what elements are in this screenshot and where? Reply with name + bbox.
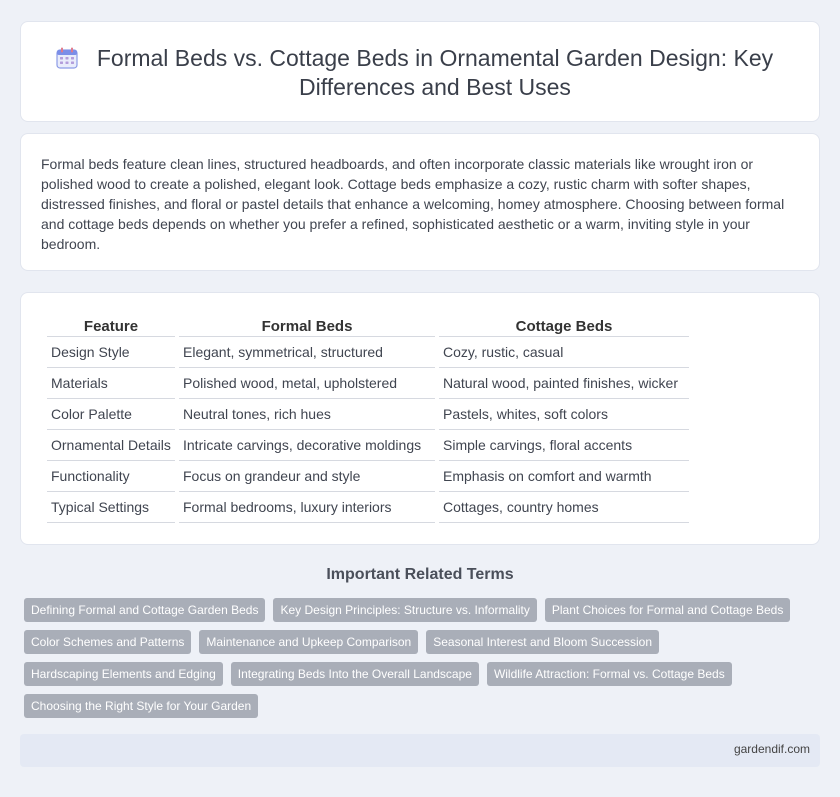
related-term-tag[interactable]: Maintenance and Upkeep Comparison [199, 630, 418, 654]
table-cell: Cozy, rustic, casual [439, 337, 689, 368]
column-header-formal-beds: Formal Beds [179, 315, 435, 337]
table-cell: Intricate carvings, decorative moldings [179, 430, 435, 461]
table-cell: Materials [47, 368, 175, 399]
table-row [47, 399, 689, 430]
table-cell: Formal bedrooms, luxury interiors [179, 492, 435, 523]
table-row [47, 430, 689, 461]
table-cell: Simple carvings, floral accents [439, 430, 689, 461]
table-row [47, 337, 689, 368]
related-term-tag[interactable]: Key Design Principles: Structure vs. Informality [273, 598, 536, 622]
title-card [20, 21, 820, 122]
related-term-tag[interactable]: Hardscaping Elements and Edging [24, 662, 223, 686]
table-cell: Emphasis on comfort and warmth [439, 461, 689, 492]
page-title: Formal Beds vs. Cottage Beds in Ornamental Garden Design: Key Differences and Best Uses [96, 45, 774, 100]
table-row [47, 461, 689, 492]
table-cell: Neutral tones, rich hues [179, 399, 435, 430]
related-term-tag[interactable]: Seasonal Interest and Bloom Succession [426, 630, 659, 654]
site-credit[interactable]: gardendif.com [733, 742, 810, 756]
table-cell: Polished wood, metal, upholstered [179, 368, 435, 399]
table-cell: Natural wood, painted finishes, wicker [439, 368, 689, 399]
column-header-feature: Feature [47, 315, 175, 337]
table-header-row [47, 315, 689, 337]
related-term-tag[interactable]: Color Schemes and Patterns [24, 630, 191, 654]
table-row [47, 368, 689, 399]
related-term-tag[interactable]: Plant Choices for Formal and Cottage Beds [545, 598, 790, 622]
table-cell: Typical Settings [47, 492, 175, 523]
related-term-tag[interactable]: Wildlife Attraction: Formal vs. Cottage Beds [487, 662, 732, 686]
related-term-tag[interactable]: Choosing the Right Style for Your Garden [24, 694, 258, 718]
table-cell: Pastels, whites, soft colors [439, 399, 689, 430]
related-terms-list [24, 598, 804, 718]
column-header-cottage-beds: Cottage Beds [439, 315, 689, 337]
table-cell: Design Style [47, 337, 175, 368]
footer [20, 734, 820, 767]
related-terms-heading: Important Related Terms [326, 566, 514, 583]
intro-paragraph: Formal beds feature clean lines, structured headboards, and often incorporate classic materials like wrought iron or polished wood to create a polished, elegant look. Cottage beds emphasize a cozy, rustic charm with softer shapes, distressed finishes, and floral or pastel details that enhance a welcoming, homey atmosphere. Choosing between formal and cottage beds depends on whether you prefer a refined, sophisticated aesthetic or a warm, inviting style in your bedroom. [41, 156, 785, 252]
table-cell: Elegant, symmetrical, structured [179, 337, 435, 368]
table-cell: Focus on grandeur and style [179, 461, 435, 492]
comparison-table [43, 315, 693, 523]
table-cell: Cottages, country homes [439, 492, 689, 523]
intro-card [20, 133, 820, 271]
table-cell: Color Palette [47, 399, 175, 430]
related-term-tag[interactable]: Defining Formal and Cottage Garden Beds [24, 598, 265, 622]
related-term-tag[interactable]: Integrating Beds Into the Overall Landscape [231, 662, 479, 686]
comparison-card [20, 292, 820, 545]
table-cell: Functionality [47, 461, 175, 492]
table-row [47, 492, 689, 523]
table-cell: Ornamental Details [47, 430, 175, 461]
